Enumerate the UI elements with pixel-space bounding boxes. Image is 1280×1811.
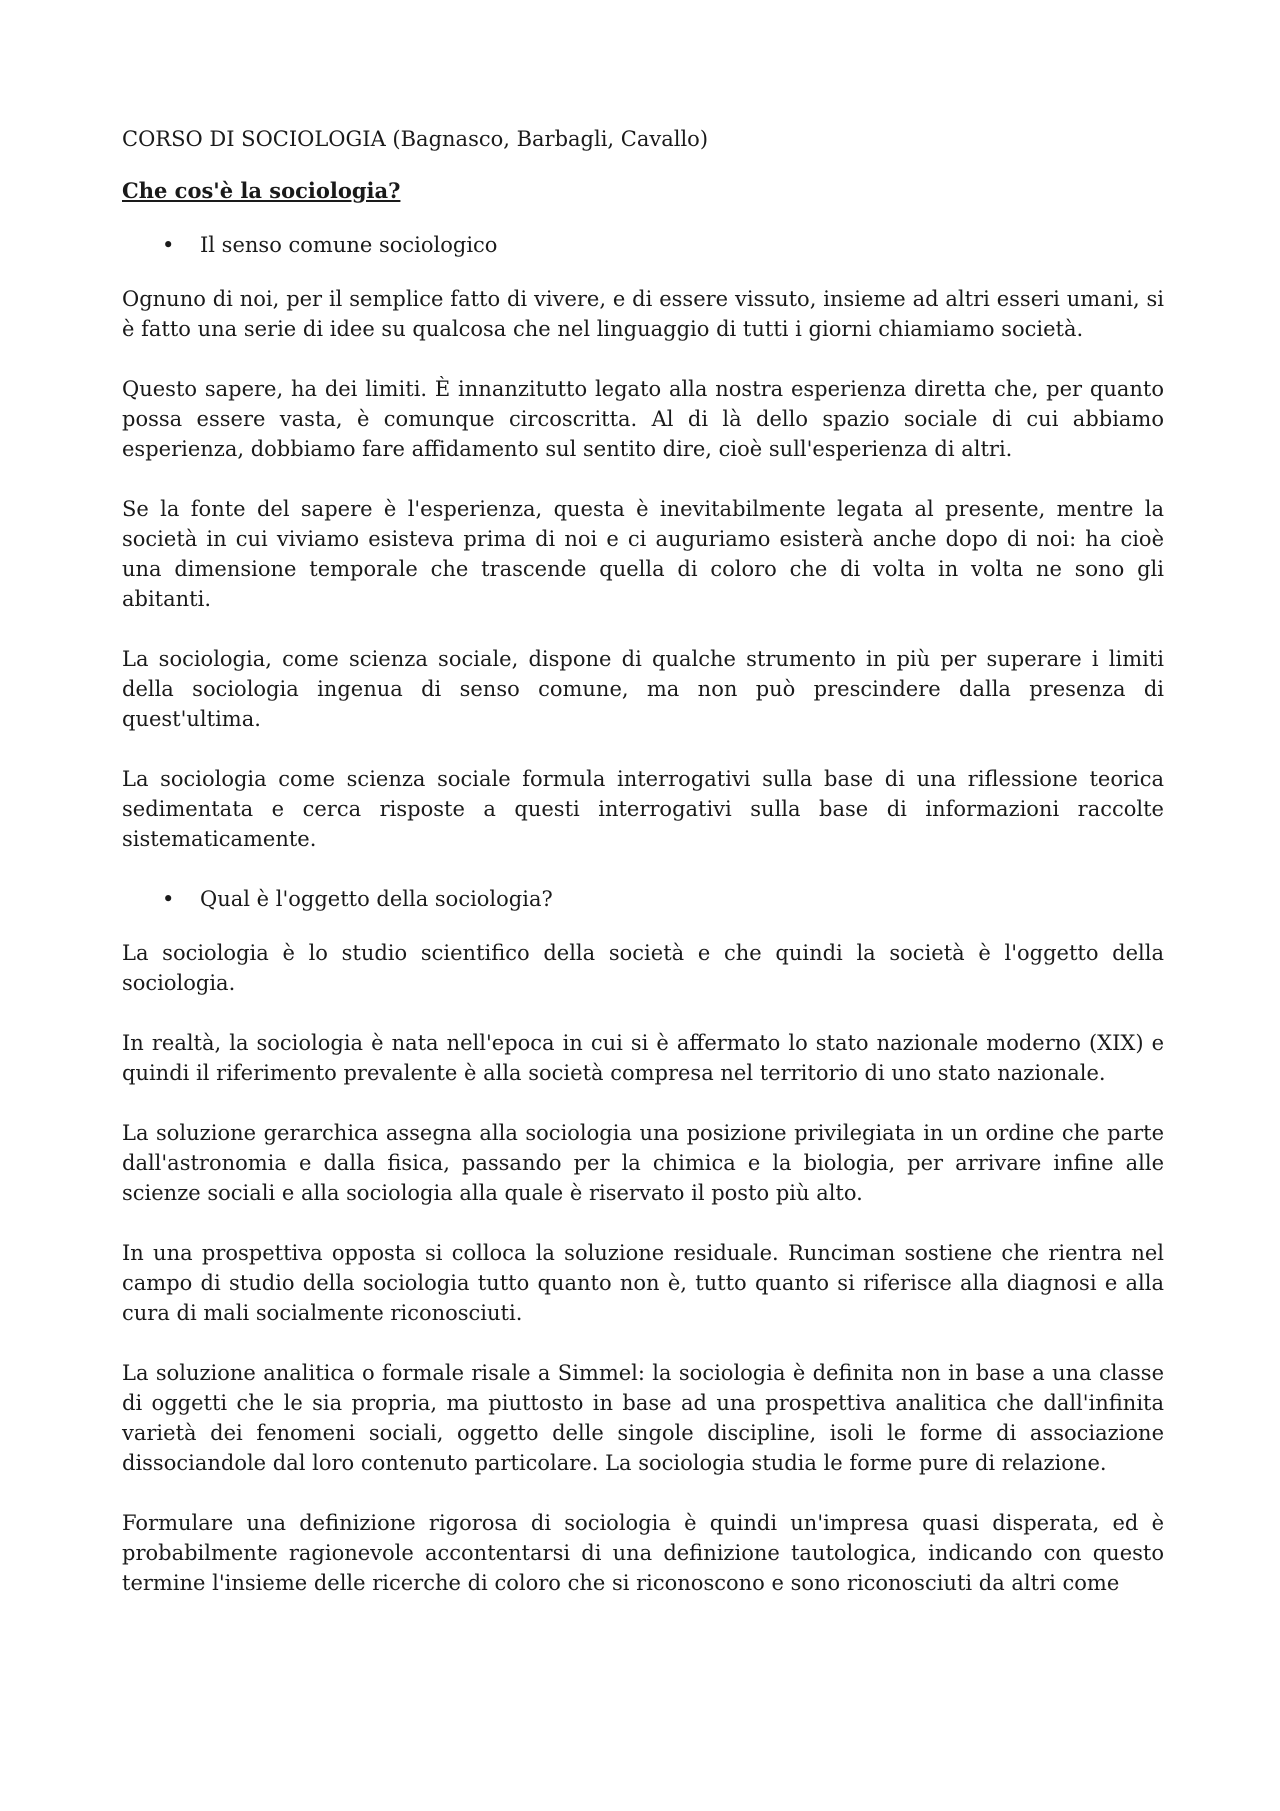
- document-title: CORSO DI SOCIOLOGIA (Bagnasco, Barbagli, Cavallo): [122, 127, 709, 151]
- paragraph: Ognuno di noi, per il semplice fatto di vivere, e di essere vissuto, insieme ad altri esseri umani, si è fatto una serie di idee su qualcosa che nel linguaggio di tutti i giorni chiamiamo società.: [122, 287, 1164, 341]
- paragraph: Formulare una definizione rigorosa di sociologia è quindi un'impresa quasi disperata, ed è probabilmente ragionevole accontentarsi di una definizione tautologica, indicando con questo termine l'insieme delle ricerche di coloro che si riconoscono e sono riconosciuti da altri come: [122, 1511, 1164, 1595]
- bullet-text: Il senso comune sociologico: [200, 233, 498, 257]
- bullet-item-oggetto: [122, 884, 1164, 914]
- paragraph: La sociologia è lo studio scientifico della società e che quindi la società è l'oggetto della sociologia.: [122, 941, 1164, 995]
- bullet-item-senso-comune: [122, 230, 1164, 260]
- bullet-glyph: •: [162, 233, 175, 257]
- section-heading: Che cos'è la sociologia?: [122, 178, 401, 203]
- paragraph: La soluzione analitica o formale risale a Simmel: la sociologia è definita non in base a una classe di oggetti che le sia propria, ma piuttosto in base ad una prospettiva analitica che dall'infinita varietà dei fenomeni sociali, oggetto delle singole discipline, isoli le forme di associazione dissociandole dal loro contenuto particolare. La sociologia studia le forme pure di relazione.: [122, 1361, 1164, 1475]
- paragraph: Questo sapere, ha dei limiti. È innanzitutto legato alla nostra esperienza diretta che, per quanto possa essere vasta, è comunque circoscritta. Al di là dello spazio sociale di cui abbiamo esperienza, dobbiamo fare affidamento sul sentito dire, cioè sull'esperienza di altri.: [122, 377, 1164, 461]
- paragraph: In una prospettiva opposta si colloca la soluzione residuale. Runciman sostiene che rientra nel campo di studio della sociologia tutto quanto non è, tutto quanto si riferisce alla diagnosi e alla cura di mali socialmente riconosciuti.: [122, 1241, 1164, 1325]
- paragraph: La sociologia, come scienza sociale, dispone di qualche strumento in più per superare i limiti della sociologia ingenua di senso comune, ma non può prescindere dalla presenza di quest'ultima.: [122, 647, 1164, 731]
- bullet-text: Qual è l'oggetto della sociologia?: [200, 887, 553, 911]
- paragraph: Se la fonte del sapere è l'esperienza, questa è inevitabilmente legata al presente, mentre la società in cui viviamo esisteva prima di noi e ci auguriamo esisterà anche dopo di noi: ha cioè una dimensione temporale che trascende quella di coloro che di volta in volta ne sono gli abitanti.: [122, 497, 1164, 611]
- paragraph: La sociologia come scienza sociale formula interrogativi sulla base di una riflessione teorica sedimentata e cerca risposte a questi interrogativi sulla base di informazioni raccolte sistematicamente.: [122, 767, 1164, 851]
- document-page: [122, 124, 1164, 1628]
- paragraph: In realtà, la sociologia è nata nell'epoca in cui si è affermato lo stato nazionale moderno (XIX) e quindi il riferimento prevalente è alla società compresa nel territorio di uno stato nazionale.: [122, 1031, 1164, 1085]
- paragraph: La soluzione gerarchica assegna alla sociologia una posizione privilegiata in un ordine che parte dall'astronomia e dalla fisica, passando per la chimica e la biologia, per arrivare infine alle scienze sociali e alla sociologia alla quale è riservato il posto più alto.: [122, 1121, 1164, 1205]
- bullet-glyph: •: [162, 887, 175, 911]
